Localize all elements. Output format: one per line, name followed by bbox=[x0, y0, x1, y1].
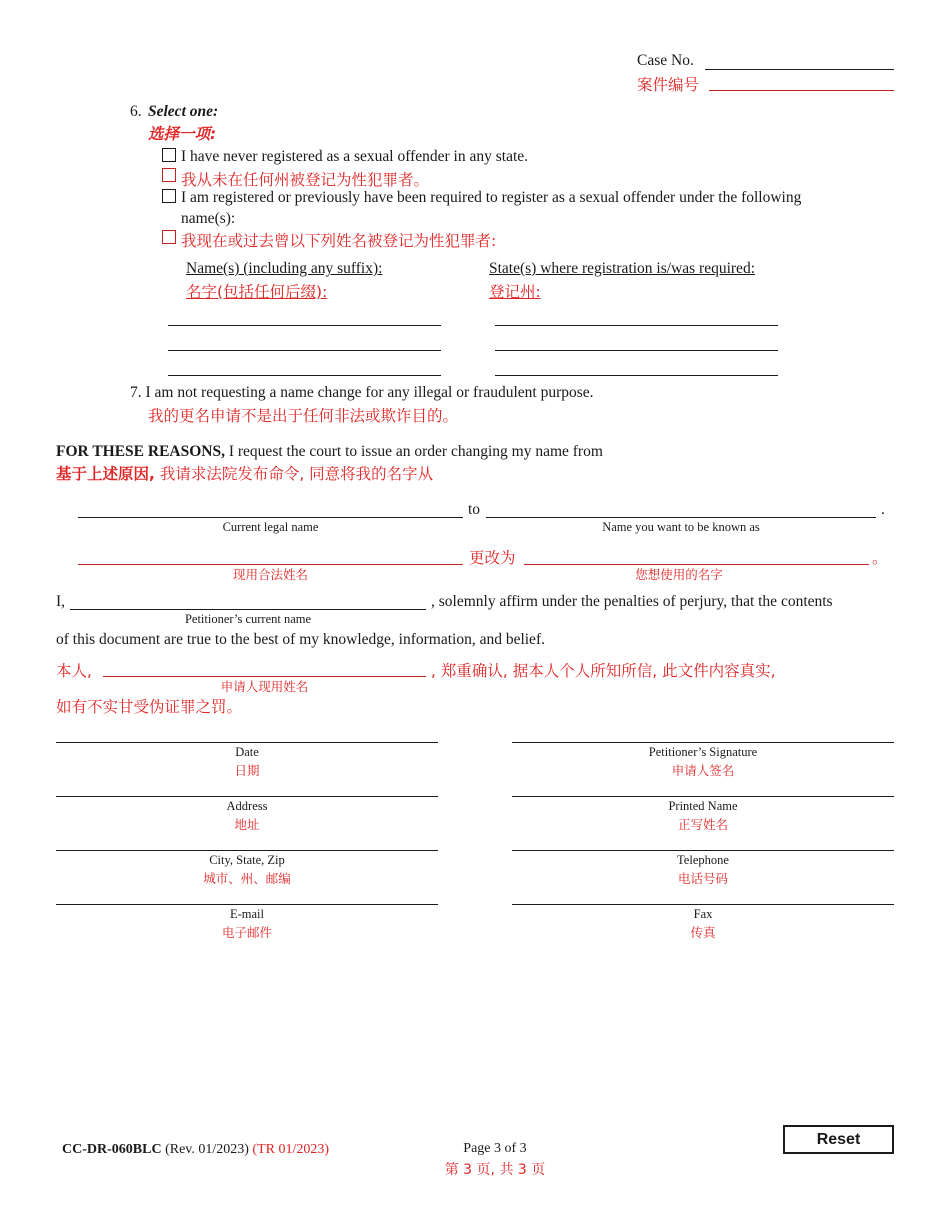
printed-name-label: Printed Name bbox=[668, 799, 738, 813]
telephone-label-zh: 电话号码 bbox=[677, 871, 728, 886]
item7-text-zh: 我的更名申请不是出于任何非法或欺诈目的。 bbox=[148, 407, 459, 425]
current-name-line[interactable] bbox=[78, 517, 463, 518]
registered-label-line2: name(s): bbox=[181, 210, 236, 227]
reasons-text bbox=[56, 443, 603, 461]
form-revision: (Rev. 01/2023) bbox=[161, 1142, 249, 1157]
never-registered-label-zh: 我从未在任何州被登记为性犯罪者。 bbox=[181, 171, 430, 189]
new-name-line[interactable] bbox=[486, 517, 876, 518]
to-text-zh: 更改为 bbox=[469, 549, 516, 567]
page-number-zh: 第 3 页, 共 3 页 bbox=[444, 1162, 546, 1178]
period: . bbox=[881, 501, 885, 518]
telephone-label: Telephone bbox=[677, 853, 729, 867]
registered-label-zh: 我现在或过去曾以下列姓名被登记为性犯罪者: bbox=[181, 232, 497, 250]
fax-label: Fax bbox=[693, 907, 713, 921]
form-id-code: CC-DR-060BLC bbox=[62, 1142, 162, 1157]
never-registered-checkbox[interactable] bbox=[162, 148, 176, 162]
new-name-caption-zh: 您想使用的名字 bbox=[635, 567, 723, 582]
fax-line[interactable] bbox=[512, 904, 894, 905]
fax-label-zh: 传真 bbox=[690, 925, 716, 940]
states-column-header-zh: 登记州: bbox=[489, 283, 541, 301]
address-line[interactable] bbox=[56, 796, 438, 797]
reasons-bold-zh: 基于上述原因, bbox=[56, 465, 155, 483]
affirm-line2: of this document are true to the best of my knowledge, information, and belief. bbox=[56, 631, 545, 648]
email-line[interactable] bbox=[56, 904, 438, 905]
affirm-i-zh: 本人, bbox=[56, 662, 92, 680]
form-translation-revision: (TR 01/2023) bbox=[248, 1142, 330, 1157]
current-name-caption: Current legal name bbox=[222, 520, 319, 534]
telephone-line[interactable] bbox=[512, 850, 894, 851]
item6-title-zh: 选择一项: bbox=[148, 125, 217, 143]
date-label-zh: 日期 bbox=[234, 763, 260, 778]
affirm-i: I, bbox=[56, 593, 66, 610]
registered-label-line1: I am registered or previously have been required to register as a sexual offender under the following bbox=[181, 189, 802, 206]
reset-button[interactable]: Reset bbox=[783, 1125, 894, 1154]
reasons-bold: FOR THESE REASONS, bbox=[56, 443, 225, 460]
affirm-line2-zh: 如有不实甘受伪证罪之罚。 bbox=[56, 698, 243, 716]
reasons-rest-zh: 我请求法院发布命令, 同意将我的名字从 bbox=[154, 465, 434, 483]
city-state-zip-line[interactable] bbox=[56, 850, 438, 851]
date-line[interactable] bbox=[56, 742, 438, 743]
page-number: Page 3 of 3 bbox=[463, 1141, 527, 1156]
reasons-rest: I request the court to issue an order changing my name from bbox=[224, 443, 603, 460]
signature-label-zh: 申请人签名 bbox=[671, 763, 735, 778]
email-label: E-mail bbox=[229, 907, 264, 921]
item6-number: 6. bbox=[130, 103, 142, 120]
email-label-zh: 电子邮件 bbox=[221, 925, 272, 940]
printed-name-line[interactable] bbox=[512, 796, 894, 797]
case-no-label: Case No. bbox=[637, 52, 694, 69]
state-line-2[interactable] bbox=[495, 350, 778, 351]
case-no-label-zh: 案件编号 bbox=[637, 76, 700, 94]
printed-name-label-zh: 正写姓名 bbox=[677, 817, 728, 832]
registered-checkbox-zh[interactable] bbox=[162, 230, 176, 244]
affirm-after: , solemnly affirm under the penalties of perjury, that the contents bbox=[431, 593, 833, 610]
state-line-1[interactable] bbox=[495, 325, 778, 326]
form-id bbox=[62, 1142, 329, 1158]
case-no-input[interactable] bbox=[705, 50, 898, 70]
name-line-1[interactable] bbox=[168, 325, 441, 326]
signature-line[interactable] bbox=[512, 742, 894, 743]
date-label: Date bbox=[235, 745, 259, 759]
never-registered-checkbox-zh[interactable] bbox=[162, 168, 176, 182]
petitioner-name-caption: Petitioner’s current name bbox=[184, 612, 312, 626]
city-state-zip-label: City, State, Zip bbox=[209, 853, 285, 867]
item7-text: 7. I am not requesting a name change for any illegal or fraudulent purpose. bbox=[130, 384, 594, 401]
petitioner-name-caption-zh: 申请人现用姓名 bbox=[220, 679, 309, 694]
signature-label: Petitioner’s Signature bbox=[648, 745, 758, 759]
name-line-3[interactable] bbox=[168, 375, 441, 376]
to-text: to bbox=[468, 501, 481, 518]
registered-checkbox[interactable] bbox=[162, 189, 176, 203]
address-label: Address bbox=[226, 799, 268, 813]
affirm-after-zh: , 郑重确认, 据本人个人所知所信, 此文件内容真实, bbox=[431, 662, 776, 680]
names-column-header: Name(s) (including any suffix): bbox=[186, 260, 383, 277]
address-label-zh: 地址 bbox=[234, 817, 260, 832]
item6-title: Select one: bbox=[148, 103, 219, 120]
period-zh: 。 bbox=[872, 549, 888, 567]
states-column-header: State(s) where registration is/was required: bbox=[489, 260, 755, 277]
city-state-zip-label-zh: 城市、州、邮编 bbox=[203, 871, 291, 886]
state-line-3[interactable] bbox=[495, 375, 778, 376]
new-name-caption: Name you want to be known as bbox=[602, 520, 760, 534]
case-no-underline-zh bbox=[709, 90, 894, 91]
names-column-header-zh: 名字(包括任何后缀): bbox=[186, 283, 328, 301]
petitioner-name-line[interactable] bbox=[70, 609, 426, 610]
reasons-text-zh bbox=[56, 462, 433, 484]
current-name-caption-zh: 现用合法姓名 bbox=[232, 567, 308, 582]
name-line-2[interactable] bbox=[168, 350, 441, 351]
never-registered-label: I have never registered as a sexual offender in any state. bbox=[181, 148, 529, 165]
